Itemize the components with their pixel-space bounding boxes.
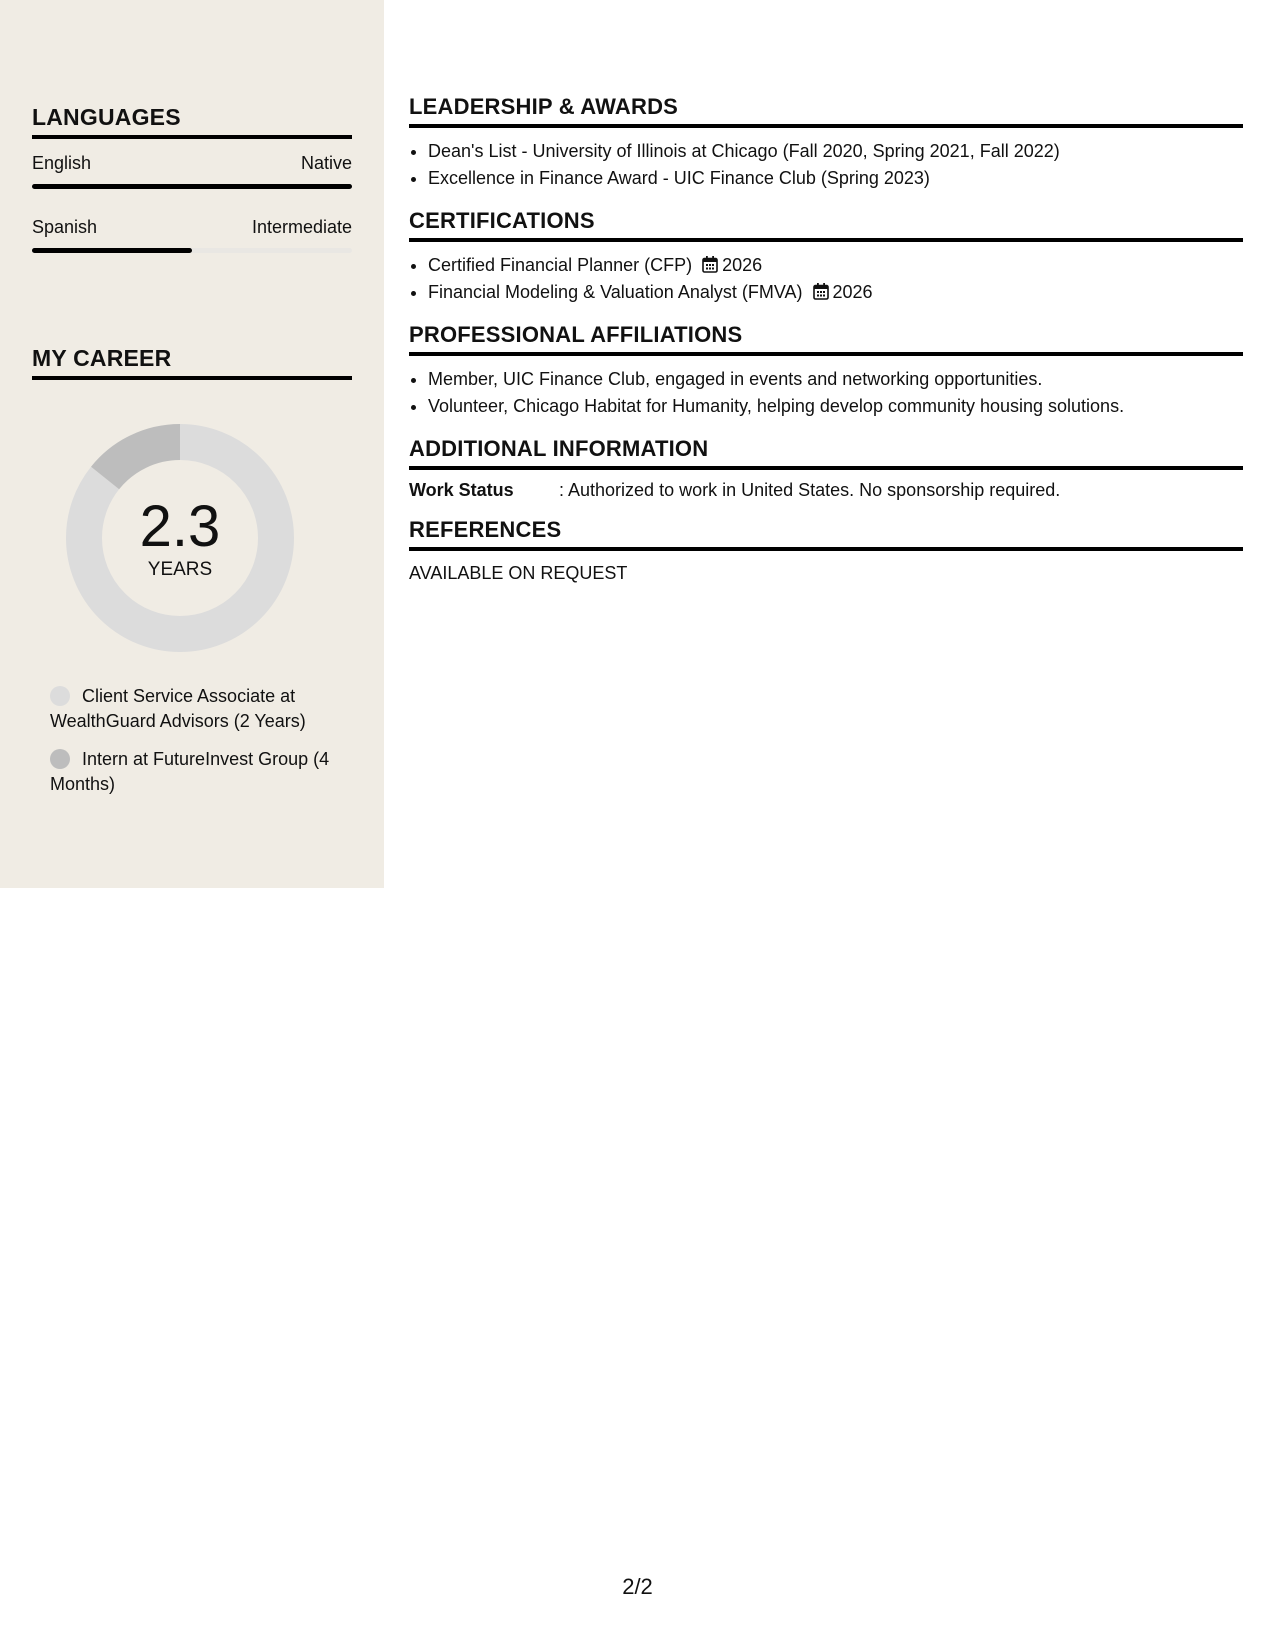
certifications-list (409, 252, 1243, 306)
certification-year: 2026 (832, 282, 873, 302)
career-title: MY CAREER (32, 345, 352, 380)
legend-label: Client Service Associate at WealthGuard Advisors (2 Years) (50, 686, 306, 731)
main-content (409, 94, 1243, 600)
sidebar (0, 0, 384, 888)
certifications-title: CERTIFICATIONS (409, 208, 1243, 242)
list-item: • Dean's List - University of Illinois at Chicago (Fall 2020, Spring 2021, Fall 2022) (428, 138, 1243, 165)
additional-info-section (409, 436, 1243, 501)
list-item: • Volunteer, Chicago Habitat for Humanity, helping develop community housing solutions. (428, 393, 1243, 420)
career-donut-chart (66, 424, 294, 652)
certification-name: Financial Modeling & Valuation Analyst (FMVA) (428, 282, 803, 302)
list-item (428, 279, 1243, 306)
legend-item (50, 684, 340, 734)
language-name: Spanish (32, 217, 98, 237)
language-proficiency-bar (32, 248, 352, 253)
list-item: • Member, UIC Finance Club, engaged in events and networking opportunities. (428, 366, 1243, 393)
language-proficiency-fill (32, 184, 352, 189)
certification-year: 2026 (722, 255, 763, 275)
list-item (428, 252, 1243, 279)
work-status-label: Work Status (409, 480, 514, 500)
certification-name: Certified Financial Planner (CFP) (428, 255, 693, 275)
affiliations-list (409, 366, 1243, 420)
career-legend (50, 684, 340, 810)
language-name: English (32, 153, 92, 173)
legend-dot-icon (50, 749, 70, 769)
work-status-value: : Authorized to work in United States. No sponsorship required. (559, 480, 1061, 500)
language-proficiency-bar (32, 184, 352, 189)
career-years-value: 2.3 (139, 494, 221, 559)
references-text: AVAILABLE ON REQUEST (409, 563, 628, 583)
language-level: Native (300, 153, 352, 173)
legend-item (50, 747, 340, 797)
leadership-section (409, 94, 1243, 192)
list-item: • Excellence in Finance Award - UIC Finance Club (Spring 2023) (428, 165, 1243, 192)
affiliations-section (409, 322, 1243, 420)
page-number: 2/2 (622, 1574, 653, 1599)
languages-section (32, 104, 352, 253)
affiliations-title: PROFESSIONAL AFFILIATIONS (409, 322, 1243, 356)
calendar-icon (813, 283, 829, 300)
languages-title: LANGUAGES (32, 104, 352, 139)
language-item (32, 217, 352, 253)
leadership-title: LEADERSHIP & AWARDS (409, 94, 1243, 128)
additional-info-title: ADDITIONAL INFORMATION (409, 436, 1243, 470)
career-years-unit: YEARS (147, 559, 213, 580)
legend-dot-icon (50, 686, 70, 706)
legend-label: Intern at FutureInvest Group (4 Months) (50, 749, 330, 794)
language-item (32, 153, 352, 189)
calendar-icon (702, 256, 718, 273)
references-section (409, 517, 1243, 584)
language-level: Intermediate (251, 217, 352, 237)
work-status-row (409, 480, 1243, 501)
references-title: REFERENCES (409, 517, 1243, 551)
career-section (32, 345, 352, 380)
certifications-section (409, 208, 1243, 306)
leadership-list (409, 138, 1243, 192)
language-proficiency-fill (32, 248, 192, 253)
